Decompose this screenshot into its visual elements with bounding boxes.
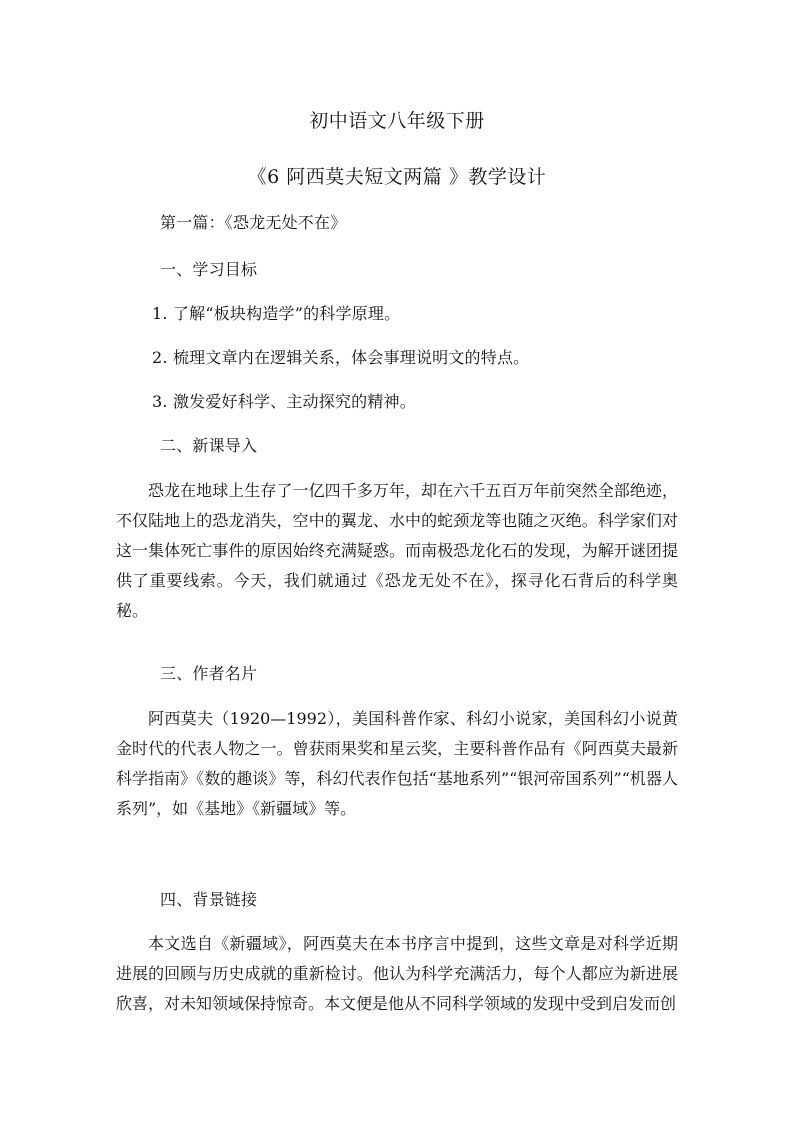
grade-title: 初中语文八年级下册 <box>309 110 485 132</box>
part-one-heading: 第一篇：《恐龙无处不在》 <box>160 213 347 232</box>
section-intro-heading: 二、新课导入 <box>160 436 258 455</box>
goal-item-1: 1. 了解“板块构造学”的科学原理。 <box>152 304 401 323</box>
section-goals-heading: 一、学习目标 <box>160 260 258 279</box>
author-paragraph: 阿西莫夫（1920—1992），美国科普作家、科幻小说家，美国科幻小说黄金时代的代表人物之一。曾获雨果奖和星云奖，主要科普作品有《阿西莫夫最新科学指南》《数的趣谈》等，科幻代表作包括“基地系列”“银河帝国系列”“机器人系列”，如《基地》《新疆域》等。 <box>116 709 678 818</box>
goal-item-3: 3. 激发爱好科学、主动探究的精神。 <box>152 392 416 411</box>
background-paragraph: 本文选自《新疆域》，阿西莫夫在本书序言中提到，这些文章是对科学近期进展的回顾与历史成就的重新检讨。他认为科学充满活力，每个人都应为新进展欣喜，对未知领域保持惊奇。本文便是他从不同科学领域的发现中受到启发而创 <box>116 934 678 1013</box>
goal-item-2: 2. 梳理文章内在逻辑关系，体会事理说明文的特点。 <box>152 348 530 367</box>
intro-paragraph: 恐龙在地球上生存了一亿四千多万年，却在六千五百万年前突然全部绝迹，不仅陆地上的恐龙消失，空中的翼龙、水中的蛇颈龙等也随之灭绝。科学家们对这一集体死亡事件的原因始终充满疑惑。而南极恐龙化石的发现，为解开谜团提供了重要线索。今天，我们就通过《恐龙无处不在》，探寻化石背后的科学奥秘。 <box>116 481 678 620</box>
lesson-title: 《6 阿西莫夫短文两篇 》教学设计 <box>247 166 547 188</box>
section-author-heading: 三、作者名片 <box>160 664 258 683</box>
section-background-heading: 四、背景链接 <box>160 890 258 909</box>
